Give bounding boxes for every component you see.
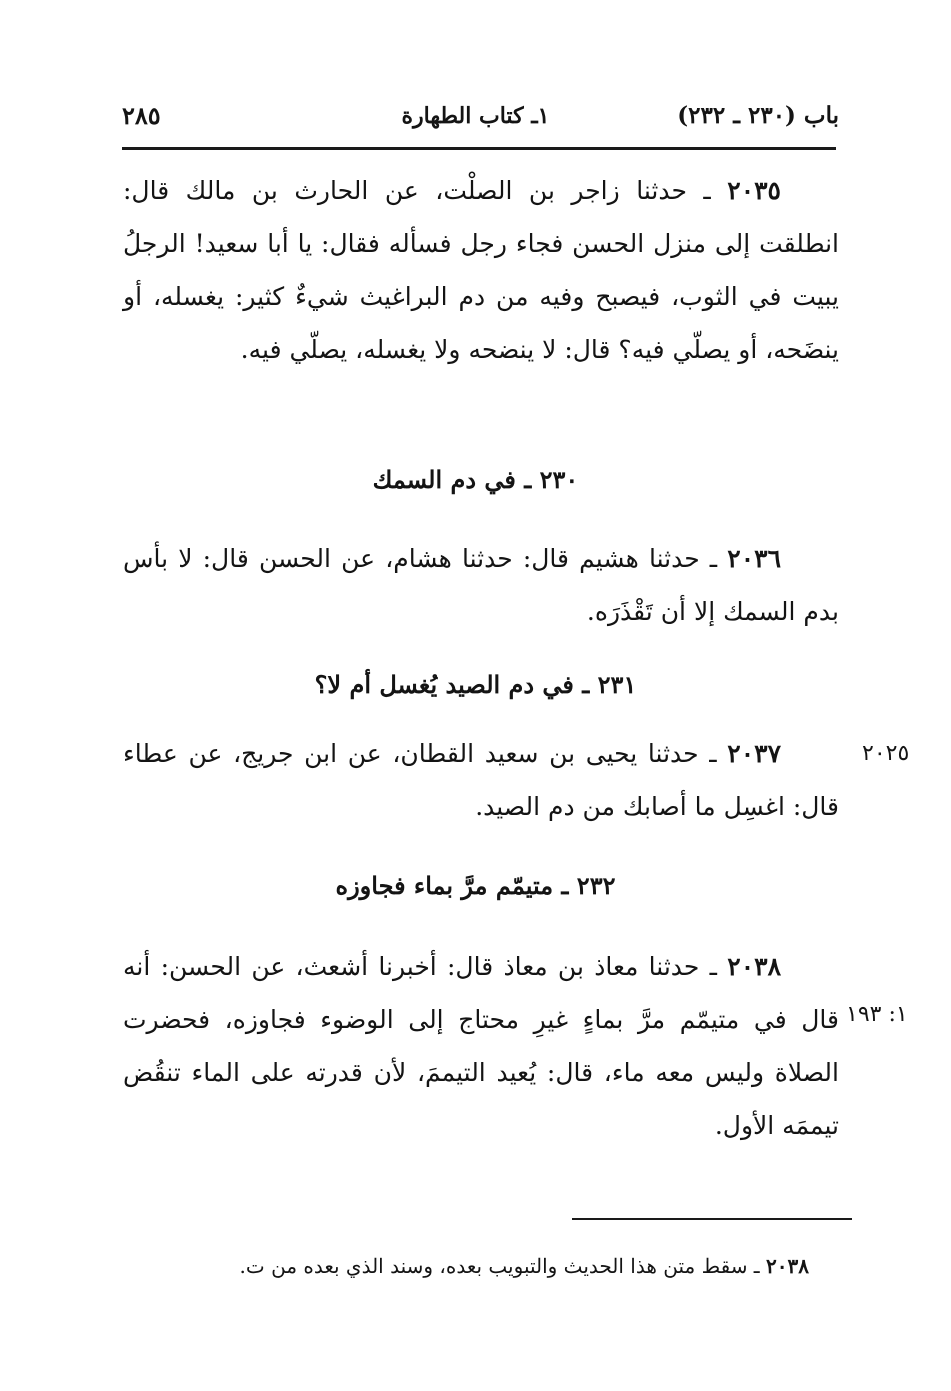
hadith-2036 [123, 532, 839, 638]
margin-note-193: ١: ١٩٣ [846, 1002, 908, 1027]
hadith-number: ٢٠٣٦ [727, 544, 781, 573]
hadith-2037 [123, 727, 839, 833]
hadith-number: ٢٠٣٨ [727, 952, 781, 981]
hadith-text: ـ حدثنا زاجر بن الصلْت، عن الحارث بن مالك قال: انطلقت إلى منزل الحسن فجاء رجل فسأله فقال: يا أبا سعيد! الرجلُ يبيت في الثوب، فيصبح وفيه من دم البراغيث شيءٌ كثير: يغسله، أو ينضَحه، أو يصلّي فيه؟ قال: لا ينضحه ولا يغسله، يصلّي فيه. [123, 176, 839, 364]
footnote-text: ـ سقط متن هذا الحديث والتبويب بعده، وسند الذي بعده من ت. [239, 1254, 760, 1278]
header-rule [122, 147, 836, 150]
footnote-number: ٢٠٣٨ [766, 1254, 809, 1278]
hadith-text: ـ حدثنا يحيى بن سعيد القطان، عن ابن جريج، عن عطاء قال: اغسِل ما أصابك من دم الصيد. [123, 739, 839, 821]
hadith-text: ـ حدثنا معاذ بن معاذ قال: أخبرنا أشعث، عن الحسن: أنه قال في متيمّم مرَّ بماءٍ غيرِ محتاج إلى الوضوء فجاوزه، فحضرت الصلاة وليس معه ماء، قال: يُعيد التيممَ، لأن قدرته على الماء تنقُض تيممَه الأول. [123, 952, 839, 1140]
hadith-2035 [123, 164, 839, 376]
section-heading-231: ٢٣١ ـ في دم الصيد يُغسل أم لا؟ [314, 670, 637, 699]
page-number: ٢٨٥ [122, 101, 161, 130]
footnote-rule [572, 1218, 852, 1220]
margin-note-2025: ٢٠٢٥ [862, 741, 910, 766]
footnote [240, 1248, 809, 1284]
hadith-number: ٢٠٣٥ [727, 176, 781, 205]
section-heading-232: ٢٣٢ ـ متيمّم مرَّ بماء فجاوزه [335, 871, 616, 900]
hadith-2038 [123, 940, 839, 1152]
running-header-book-title: ١ـ كتاب الطهارة [401, 103, 550, 129]
section-heading-230: ٢٣٠ ـ في دم السمك [372, 465, 579, 494]
hadith-text: ـ حدثنا هشيم قال: حدثنا هشام، عن الحسن قال: لا بأس بدم السمك إلا أن تَقْذَرَه. [123, 544, 839, 626]
running-header-chapter: باب (٢٣٠ ـ ٢٣٢) [677, 102, 839, 129]
hadith-number: ٢٠٣٧ [727, 739, 781, 768]
